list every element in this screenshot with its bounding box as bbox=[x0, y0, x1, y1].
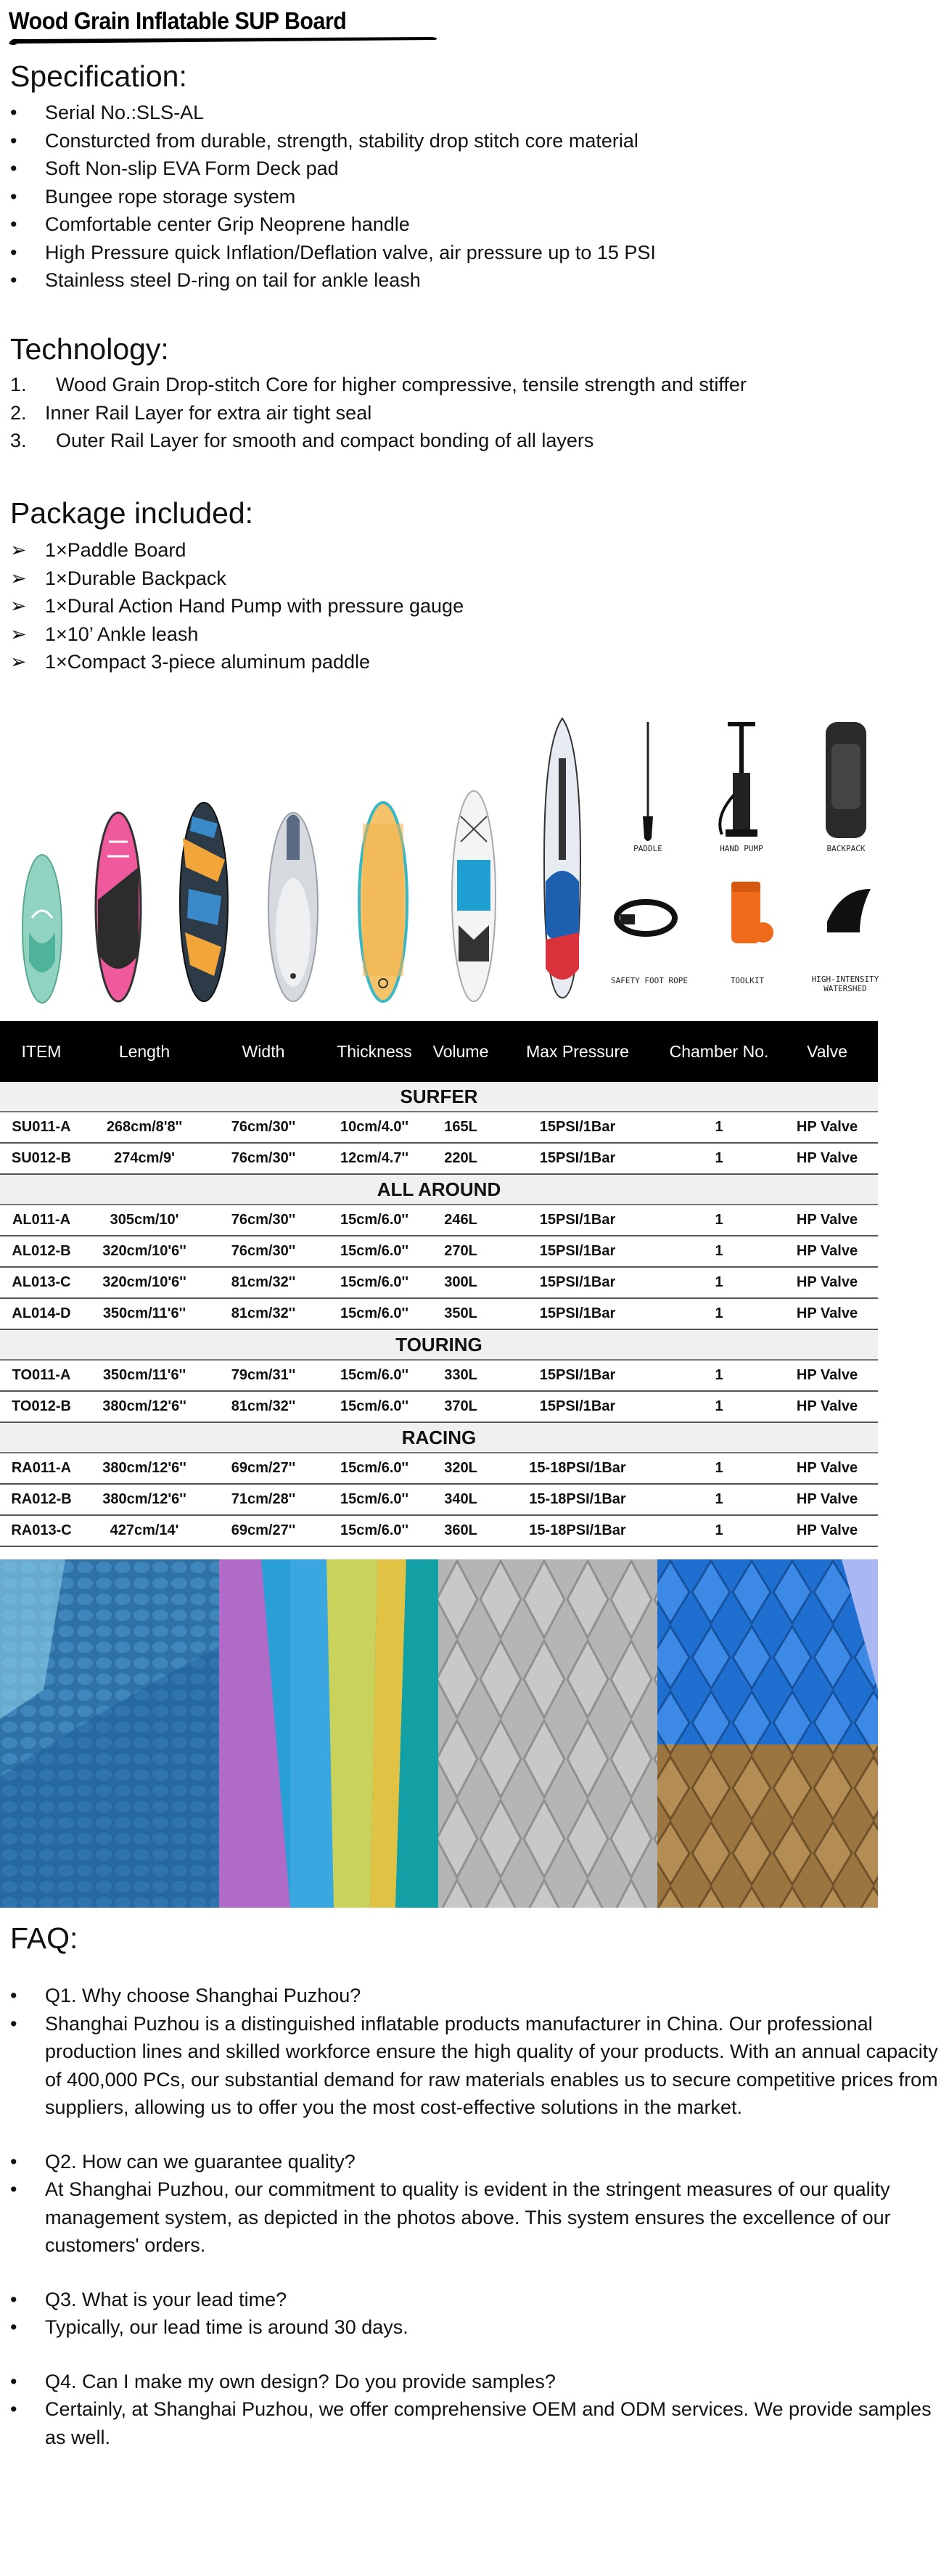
list-item: ➢ 1×10’ Ankle leash bbox=[10, 623, 199, 645]
column-header-chamber: Chamber No. bbox=[669, 1042, 769, 1061]
title-underline-swoosh bbox=[7, 33, 443, 49]
cell-item: TO012-B bbox=[12, 1398, 71, 1414]
paddle-image bbox=[643, 722, 653, 841]
table-row bbox=[0, 1516, 878, 1547]
cell-valve: HP Valve bbox=[796, 1305, 858, 1321]
cell-thickness: 15cm/6.0'' bbox=[340, 1274, 409, 1290]
list-item: ➢ 1×Durable Backpack bbox=[10, 567, 226, 589]
faq-answer: • Shanghai Puzhou is a distinguished inflatable products manufacturer in China. Our professional production lines and skilled workforce ensure the high quality of your products. With an annual capacity of 400,000 PCs, our substantial demand for raw materials enables us to secure competitive prices from suppliers, allowing us to offer you the most cost-effective solutions in the market. bbox=[10, 2012, 938, 2118]
table-row bbox=[0, 1205, 878, 1236]
table-row bbox=[0, 1392, 878, 1423]
cell-length: 350cm/11'6'' bbox=[102, 1367, 186, 1383]
hand-pump-label: HAND PUMP bbox=[720, 844, 763, 853]
cell-volume: 165L bbox=[444, 1119, 477, 1135]
cell-volume: 220L bbox=[444, 1150, 477, 1166]
cell-chamber: 1 bbox=[715, 1305, 723, 1321]
texture-blue-tan-diamond bbox=[657, 1559, 878, 1908]
board-yellow-image bbox=[359, 803, 407, 1001]
list-item: • Bungee rope storage system bbox=[10, 185, 296, 208]
board-mint-image bbox=[22, 855, 62, 1003]
list-item: • High Pressure quick Inflation/Deflation valve, air pressure up to 15 PSI bbox=[10, 241, 656, 263]
product-lineup-image bbox=[0, 715, 878, 1009]
cell-width: 76cm/30'' bbox=[231, 1243, 296, 1259]
column-header-thickness: Thickness bbox=[337, 1042, 412, 1061]
cell-thickness: 15cm/6.0'' bbox=[340, 1398, 409, 1414]
cell-max-pressure: 15PSI/1Bar bbox=[539, 1274, 616, 1290]
cell-item: TO011-A bbox=[12, 1367, 71, 1383]
cell-valve: HP Valve bbox=[796, 1522, 858, 1538]
cell-valve: HP Valve bbox=[796, 1243, 858, 1259]
toolkit-image bbox=[731, 882, 773, 943]
cell-chamber: 1 bbox=[715, 1367, 723, 1383]
page-title: Wood Grain Inflatable SUP Board bbox=[9, 7, 347, 34]
cell-item: AL014-D bbox=[12, 1305, 71, 1321]
specification-heading: Specification: bbox=[10, 60, 187, 93]
list-item: ➢ 1×Compact 3-piece aluminum paddle bbox=[10, 651, 371, 673]
list-item: • Soft Non-slip EVA Form Deck pad bbox=[10, 157, 339, 179]
cell-thickness: 15cm/6.0'' bbox=[340, 1212, 409, 1228]
table-group-heading: RACING bbox=[0, 1423, 878, 1453]
faq-entry bbox=[10, 2286, 942, 2342]
cell-valve: HP Valve bbox=[796, 1491, 858, 1507]
safety-foot-rope-label: SAFETY FOOT ROPE bbox=[611, 976, 688, 985]
faq-list bbox=[10, 1982, 942, 2477]
column-header-max-pressure: Max Pressure bbox=[526, 1042, 629, 1061]
board-racing-image bbox=[544, 718, 580, 998]
table-row bbox=[0, 1453, 878, 1485]
cell-thickness: 15cm/6.0'' bbox=[340, 1367, 409, 1383]
technology-list bbox=[10, 371, 747, 455]
cell-item: RA012-B bbox=[11, 1491, 72, 1507]
safety-foot-rope-image bbox=[617, 902, 675, 934]
cell-chamber: 1 bbox=[715, 1522, 723, 1538]
list-item: • Consturcted from durable, strength, stability drop stitch core material bbox=[10, 129, 638, 152]
cell-volume: 330L bbox=[444, 1367, 477, 1383]
board-pink-image bbox=[96, 813, 141, 1001]
faq-entry bbox=[10, 2148, 942, 2260]
list-item: 1. Wood Grain Drop-stitch Core for higher compressive, tensile strength and stiffer bbox=[10, 374, 747, 395]
faq-question: • Q4. Can I make my own design? Do you provide samples? bbox=[10, 2370, 556, 2392]
cell-item: SU012-B bbox=[11, 1150, 72, 1166]
cell-chamber: 1 bbox=[715, 1274, 723, 1290]
list-item: 2. Inner Rail Layer for extra air tight seal bbox=[10, 401, 372, 424]
cell-thickness: 15cm/6.0'' bbox=[340, 1243, 409, 1259]
list-item: • Comfortable center Grip Neoprene handle bbox=[10, 213, 410, 235]
column-header-valve: Valve bbox=[807, 1042, 847, 1061]
cell-width: 76cm/30'' bbox=[231, 1119, 296, 1135]
cell-chamber: 1 bbox=[715, 1119, 723, 1135]
toolkit-label: TOOLKIT bbox=[730, 976, 765, 985]
list-item: • Serial No.:SLS-AL bbox=[10, 102, 205, 123]
cell-width: 69cm/27'' bbox=[231, 1522, 296, 1538]
column-header-volume: Volume bbox=[432, 1042, 489, 1061]
cell-width: 76cm/30'' bbox=[231, 1212, 296, 1228]
faq-question: • Q2. How can we guarantee quality? bbox=[10, 2150, 356, 2173]
cell-valve: HP Valve bbox=[796, 1398, 858, 1414]
cell-width: 69cm/27'' bbox=[231, 1460, 296, 1476]
board-camo-image bbox=[180, 803, 228, 1001]
column-header-length: Length bbox=[118, 1042, 171, 1061]
texture-swatches bbox=[0, 1559, 878, 1908]
table-row bbox=[0, 1268, 878, 1299]
cell-length: 320cm/10'6'' bbox=[102, 1243, 186, 1259]
cell-length: 380cm/12'6'' bbox=[102, 1398, 186, 1414]
cell-thickness: 15cm/6.0'' bbox=[340, 1522, 409, 1538]
table-header bbox=[0, 1021, 878, 1082]
cell-width: 76cm/30'' bbox=[231, 1150, 296, 1166]
cell-thickness: 10cm/4.0'' bbox=[340, 1119, 409, 1135]
cell-volume: 270L bbox=[444, 1243, 477, 1259]
texture-blue-pebble bbox=[0, 1559, 219, 1908]
cell-item: AL013-C bbox=[12, 1274, 71, 1290]
board-grey-image bbox=[268, 813, 318, 1001]
texture-grey-diamond bbox=[438, 1559, 657, 1908]
cell-width: 81cm/32'' bbox=[231, 1398, 296, 1414]
boards-illustration bbox=[0, 715, 878, 1009]
faq-question: • Q3. What is your lead time? bbox=[10, 2288, 287, 2310]
cell-chamber: 1 bbox=[715, 1212, 723, 1228]
cell-length: 305cm/10' bbox=[110, 1212, 179, 1228]
faq-heading: FAQ: bbox=[10, 1921, 78, 1955]
package-heading: Package included: bbox=[10, 496, 254, 530]
specification-list bbox=[10, 99, 656, 295]
table-row bbox=[0, 1485, 878, 1516]
column-header-item: ITEM bbox=[21, 1042, 62, 1061]
table-row bbox=[0, 1144, 878, 1175]
faq-answer: • Typically, our lead time is around 30 days. bbox=[10, 2316, 408, 2338]
cell-volume: 246L bbox=[444, 1212, 477, 1228]
deck-pad-textures-image bbox=[0, 1559, 878, 1908]
cell-length: 380cm/12'6'' bbox=[102, 1460, 186, 1476]
cell-valve: HP Valve bbox=[796, 1150, 858, 1166]
table-row bbox=[0, 1361, 878, 1392]
cell-length: 350cm/11'6'' bbox=[102, 1305, 186, 1321]
cell-width: 81cm/32'' bbox=[231, 1274, 296, 1290]
list-item: ➢ 1×Paddle Board bbox=[10, 539, 186, 561]
cell-item: SU011-A bbox=[12, 1119, 71, 1135]
cell-width: 71cm/28'' bbox=[231, 1491, 296, 1507]
fin-image bbox=[827, 889, 871, 932]
cell-chamber: 1 bbox=[715, 1491, 723, 1507]
texture-color-stripes bbox=[219, 1559, 438, 1908]
cell-thickness: 15cm/6.0'' bbox=[340, 1305, 409, 1321]
cell-valve: HP Valve bbox=[796, 1119, 858, 1135]
cell-max-pressure: 15PSI/1Bar bbox=[539, 1367, 616, 1383]
cell-length: 380cm/12'6'' bbox=[102, 1491, 186, 1507]
cell-chamber: 1 bbox=[715, 1460, 723, 1476]
backpack-label: BACKPACK bbox=[826, 844, 866, 853]
cell-thickness: 12cm/4.7'' bbox=[340, 1150, 409, 1166]
cell-max-pressure: 15PSI/1Bar bbox=[539, 1150, 616, 1166]
technology-heading: Technology: bbox=[10, 332, 169, 366]
cell-item: AL011-A bbox=[12, 1212, 71, 1228]
cell-length: 268cm/8'8'' bbox=[106, 1119, 183, 1135]
table-body bbox=[0, 1082, 878, 1547]
cell-item: AL012-B bbox=[12, 1243, 71, 1259]
table-row bbox=[0, 1112, 878, 1144]
cell-max-pressure: 15-18PSI/1Bar bbox=[529, 1522, 626, 1538]
faq-question: • Q1. Why choose Shanghai Puzhou? bbox=[10, 1985, 361, 2006]
table-row bbox=[0, 1299, 878, 1330]
backpack-image bbox=[826, 722, 866, 838]
column-header-width: Width bbox=[242, 1042, 285, 1061]
title-banner bbox=[7, 4, 443, 48]
cell-thickness: 15cm/6.0'' bbox=[340, 1491, 409, 1507]
fin-label: HIGH-INTENSITY WATERSHED bbox=[811, 975, 879, 993]
cell-length: 274cm/9' bbox=[114, 1150, 175, 1166]
cell-volume: 360L bbox=[444, 1522, 477, 1538]
cell-max-pressure: 15PSI/1Bar bbox=[539, 1212, 616, 1228]
cell-max-pressure: 15PSI/1Bar bbox=[539, 1398, 616, 1414]
cell-valve: HP Valve bbox=[796, 1460, 858, 1476]
cell-valve: HP Valve bbox=[796, 1274, 858, 1290]
cell-chamber: 1 bbox=[715, 1150, 723, 1166]
cell-volume: 320L bbox=[444, 1460, 477, 1476]
faq-answer: • At Shanghai Puzhou, our commitment to quality is evident in the stringent measures of our quality management system, as depicted in the photos above. This system ensures the excellence of our customers' orders. bbox=[10, 2178, 891, 2256]
cell-width: 81cm/32'' bbox=[231, 1305, 296, 1321]
cell-valve: HP Valve bbox=[796, 1212, 858, 1228]
list-item: • Stainless steel D-ring on tail for ankle leash bbox=[10, 269, 421, 291]
cell-max-pressure: 15PSI/1Bar bbox=[539, 1305, 616, 1321]
list-item: ➢ 1×Dural Action Hand Pump with pressure gauge bbox=[10, 595, 464, 617]
faq-entry bbox=[10, 1982, 942, 2122]
hand-pump-image bbox=[720, 722, 757, 837]
table-group-heading: SURFER bbox=[0, 1082, 878, 1112]
table-group-heading: ALL AROUND bbox=[0, 1175, 878, 1205]
cell-max-pressure: 15-18PSI/1Bar bbox=[529, 1460, 626, 1476]
cell-item: RA013-C bbox=[11, 1522, 72, 1538]
cell-chamber: 1 bbox=[715, 1398, 723, 1414]
cell-length: 320cm/10'6'' bbox=[102, 1274, 186, 1290]
cell-max-pressure: 15PSI/1Bar bbox=[539, 1243, 616, 1259]
faq-answer: • Certainly, at Shanghai Puzhou, we offer comprehensive OEM and ODM services. We provide samples as well. bbox=[10, 2398, 932, 2448]
cell-valve: HP Valve bbox=[796, 1367, 858, 1383]
table-group-heading: TOURING bbox=[0, 1330, 878, 1361]
table-row bbox=[0, 1236, 878, 1268]
cell-volume: 340L bbox=[444, 1491, 477, 1507]
cell-max-pressure: 15-18PSI/1Bar bbox=[529, 1491, 626, 1507]
cell-length: 427cm/14' bbox=[110, 1522, 179, 1538]
cell-width: 79cm/31'' bbox=[231, 1367, 296, 1383]
list-item: 3. Outer Rail Layer for smooth and compact bonding of all layers bbox=[10, 430, 594, 451]
package-list bbox=[10, 536, 464, 676]
cell-volume: 370L bbox=[444, 1398, 477, 1414]
cell-thickness: 15cm/6.0'' bbox=[340, 1460, 409, 1476]
cell-volume: 300L bbox=[444, 1274, 477, 1290]
faq-entry bbox=[10, 2368, 942, 2452]
cell-chamber: 1 bbox=[715, 1243, 723, 1259]
board-white-blue-image bbox=[452, 791, 496, 1001]
paddle-label: PADDLE bbox=[633, 844, 662, 853]
cell-item: RA011-A bbox=[11, 1460, 72, 1476]
spec-table bbox=[0, 1021, 878, 1547]
cell-max-pressure: 15PSI/1Bar bbox=[539, 1119, 616, 1135]
cell-volume: 350L bbox=[444, 1305, 477, 1321]
